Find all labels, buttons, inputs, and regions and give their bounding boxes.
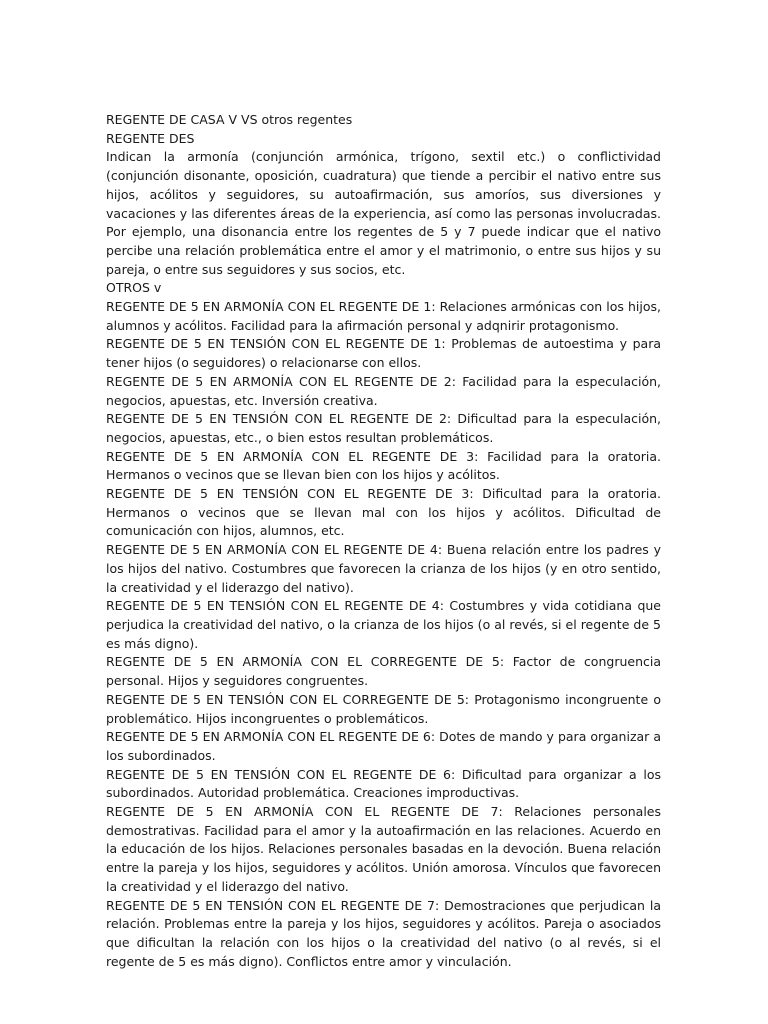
- intro-paragraph: Indican la armonía (conjunción armónica, trígono, sextil etc.) o conflictividad (conjunción disonante, oposición, cuadratura) que tiende a percibir el nativo entre sus hijos, acólitos y seguidores, su autoafirmación, sus amoríos, sus diversiones y vacaciones y las diferentes áreas de la experiencia, así como las personas involucradas. Por ejemplo, una disonancia entre los regentes de 5 y 7 puede indicar que el nativo percibe una relación problemática entre el amor y el matrimonio, o entre sus hijos y su pareja, o entre sus seguidores y sus socios, etc.: [106, 149, 661, 277]
- entry-paragraph: REGENTE DE 5 EN ARMONÍA CON EL REGENTE DE 1: Relaciones armónicas con los hijos, alumnos y acólitos. Facilidad para la afirmación personal y adqnirir protagonismo.: [106, 299, 661, 333]
- entry-paragraph: REGENTE DE 5 EN ARMONÍA CON EL REGENTE DE 7: Relaciones personales demostrativas. Facilidad para el amor y la autoafirmación en las relaciones. Acuerdo en la educación de los hijos. Relaciones personales basadas en la devoción. Buena relación entre la pareja y los hijos, seguidores y acólitos. Unión amorosa. Vínculos que favorecen la creatividad y el liderazgo del nativo.: [106, 804, 661, 894]
- document-page: [106, 111, 661, 971]
- section-heading-regentes: REGENTE DES: [106, 130, 195, 146]
- entry-paragraph: REGENTE DE 5 EN TENSIÓN CON EL REGENTE DE 6: Dificultad para organizar a los subordinados. Autoridad problemática. Creaciones improductivas.: [106, 766, 661, 801]
- section-heading-otros: OTROS v: [106, 280, 162, 296]
- entry-paragraph: REGENTE DE 5 EN ARMONÍA CON EL REGENTE DE 4: Buena relación entre los padres y los hijos del nativo. Costumbres que favorecen la crianza de los hijos (y en otro sentido, la creatividad y el liderazgo del nativo).: [106, 542, 661, 595]
- entry-paragraph: REGENTE DE 5 EN TENSIÓN CON EL REGENTE DE 2: Dificultad para la especulación, negocios, apuestas, etc., o bien estos resultan problemáticos.: [106, 411, 661, 445]
- entry-paragraph: REGENTE DE 5 EN TENSIÓN CON EL REGENTE DE 1: Problemas de autoestima y para tener hijos (o seguidores) o relacionarse con ellos.: [106, 336, 661, 371]
- entry-paragraph: REGENTE DE 5 EN TENSIÓN CON EL REGENTE DE 4: Costumbres y vida cotidiana que perjudica la creatividad del nativo, o la crianza de los hijos (o al revés, si el regente de 5 es más digno).: [106, 598, 661, 651]
- entry-paragraph: REGENTE DE 5 EN TENSIÓN CON EL CORREGENTE DE 5: Protagonismo incongruente o problemático. Hijos incongruentes o problemáticos.: [106, 691, 661, 726]
- entry-paragraph: REGENTE DE 5 EN ARMONÍA CON EL REGENTE DE 6: Dotes de mando y para organizar a los subordinados.: [106, 729, 661, 763]
- entry-paragraph: REGENTE DE 5 EN ARMONÍA CON EL CORREGENTE DE 5: Factor de congruencia personal. Hijos y seguidores congruentes.: [106, 654, 661, 689]
- entry-paragraph: REGENTE DE 5 EN ARMONÍA CON EL REGENTE DE 2: Facilidad para la especulación, negocios, apuestas, etc. Inversión creativa.: [106, 373, 661, 408]
- entry-paragraph: REGENTE DE 5 EN ARMONÍA CON EL REGENTE DE 3: Facilidad para la oratoria. Hermanos o vecinos que se llevan bien con los hijos y acólitos.: [106, 448, 661, 483]
- entry-paragraph: REGENTE DE 5 EN TENSIÓN CON EL REGENTE DE 7: Demostraciones que perjudican la relación. Problemas entre la pareja y los hijos, seguidores y acólitos. Pareja o asociados que dificultan la relación con los hijos o la creatividad del nativo (o al revés, si el regente de 5 es más digno). Conflictos entre amor y vinculación.: [106, 897, 661, 969]
- document-title: REGENTE DE CASA V VS otros regentes: [106, 112, 353, 127]
- entry-paragraph: REGENTE DE 5 EN TENSIÓN CON EL REGENTE DE 3: Dificultad para la oratoria. Hermanos o vecinos que se llevan mal con los hijos y acólitos. Dificultad de comunicación con hijos, alumnos, etc.: [106, 486, 661, 539]
